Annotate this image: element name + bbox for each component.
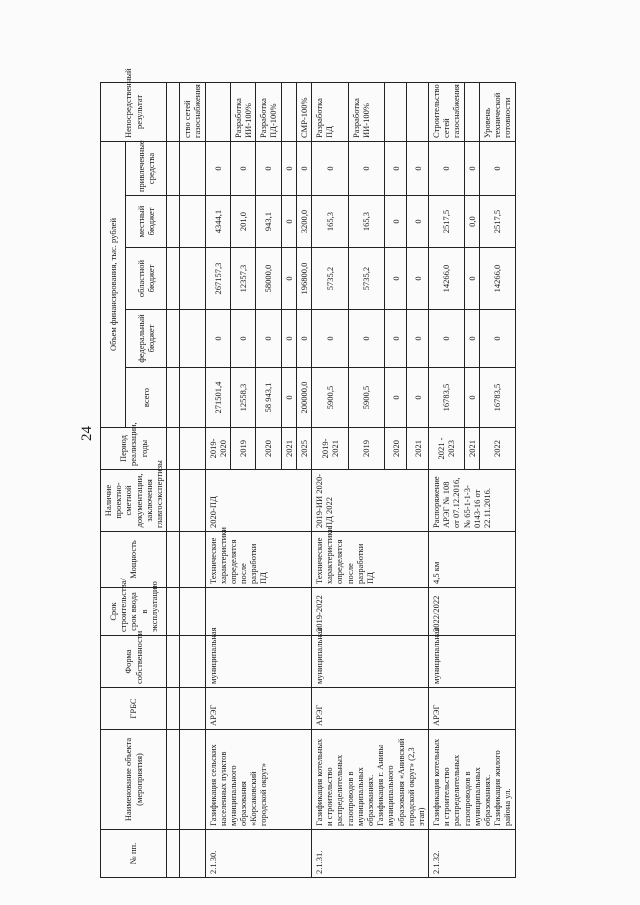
period-cell: 2020 [385, 428, 407, 470]
local-cell: 2517,5 [479, 196, 515, 248]
header-ownership: Форма собственности [101, 636, 167, 688]
header-regional: областной бюджет [125, 248, 166, 310]
header-period: Период реализации, годы [101, 428, 167, 470]
period-cell: 2021 - 2023 [429, 428, 465, 470]
federal-cell: 0 [407, 310, 429, 368]
federal-cell: 0 [429, 310, 465, 368]
total-cell: 5900,5 [348, 368, 385, 428]
period-cell: 2021 [407, 428, 429, 470]
total-cell: 16783,5 [479, 368, 515, 428]
total-cell: 0 [464, 368, 479, 428]
federal-cell: 0 [205, 310, 230, 368]
result-cell [407, 82, 429, 141]
object-number: 2.1.30. [205, 830, 312, 878]
object-capacity: Технические характеристики определятся после разработки ПД [205, 532, 312, 588]
period-cell: 2020 [256, 428, 281, 470]
federal-cell: 0 [256, 310, 281, 368]
table-row [205, 82, 230, 877]
extra-cell: 0 [429, 141, 465, 195]
regional-cell: 14266,0 [479, 248, 515, 310]
header-federal: федеральный бюджет [125, 310, 166, 368]
regional-cell: 12357,3 [230, 248, 255, 310]
table-row [167, 82, 180, 877]
result-cell [464, 82, 479, 141]
federal-cell: 0 [348, 310, 385, 368]
header-num: № пп. [101, 830, 167, 878]
table-body [167, 82, 515, 877]
table-row [180, 82, 205, 877]
total-cell: 16783,5 [429, 368, 465, 428]
object-capacity: 4,5 км [429, 532, 516, 588]
result-cell: Разработка ПД [312, 82, 349, 141]
header-capacity: Мощность [101, 532, 167, 588]
period-cell: 2019-2020 [205, 428, 230, 470]
local-cell: 201,0 [230, 196, 255, 248]
object-name: Газификация сельских населенных пунктов муниципального образования «Корсаковский городской округ» [205, 730, 312, 830]
result-cell [281, 82, 296, 141]
local-cell: 3200,0 [296, 196, 311, 248]
total-cell: 0 [407, 368, 429, 428]
object-docs: Распоряжение АРЭГ № 108 от 07.12.2016, № 65-1-1-3-0143-16 от 22.11.2016. [429, 470, 516, 532]
extra-cell: 0 [296, 141, 311, 195]
regional-cell: 0 [385, 248, 407, 310]
object-number: 2.1.31. [312, 830, 429, 878]
table-row [312, 82, 349, 877]
period-cell: 2019-2021 [312, 428, 349, 470]
extra-cell: 0 [205, 141, 230, 195]
total-cell: 58 943,1 [256, 368, 281, 428]
regional-cell: 14266,0 [429, 248, 465, 310]
object-term: 2019-2022 [312, 588, 429, 636]
extra-cell: 0 [348, 141, 385, 195]
federal-cell: 0 [281, 310, 296, 368]
result-cell [385, 82, 407, 141]
object-grbs: АРЭГ [429, 688, 516, 730]
local-cell: 0,0 [464, 196, 479, 248]
local-cell: 4344,1 [205, 196, 230, 248]
object-term: 2022/2022 [429, 588, 516, 636]
local-cell: 0 [281, 196, 296, 248]
result-cell: Разработка ИИ-100% [348, 82, 385, 141]
extra-cell: 0 [407, 141, 429, 195]
total-cell: 5900,5 [312, 368, 349, 428]
federal-cell: 0 [296, 310, 311, 368]
period-cell: 2025 [296, 428, 311, 470]
object-ownership: муниципальная [429, 636, 516, 688]
result-cell [205, 82, 230, 141]
federal-cell: 0 [479, 310, 515, 368]
object-term [205, 588, 312, 636]
local-cell: 943,1 [256, 196, 281, 248]
result-cell: Строительство сетей газоснабжения [429, 82, 465, 141]
extra-cell: 0 [479, 141, 515, 195]
result-cell: Разработка ИИ-100% [230, 82, 255, 141]
local-cell: 2517,5 [429, 196, 465, 248]
regional-cell: 58000,0 [256, 248, 281, 310]
regional-cell: 0 [407, 248, 429, 310]
total-cell: 271501,4 [205, 368, 230, 428]
regional-cell: 5735,2 [312, 248, 349, 310]
regional-cell: 0 [464, 248, 479, 310]
object-ownership: муниципальная [312, 636, 429, 688]
local-cell: 165,3 [348, 196, 385, 248]
header-local: местный бюджет [125, 196, 166, 248]
total-cell: 200000,0 [296, 368, 311, 428]
local-cell: 0 [385, 196, 407, 248]
funding-table [100, 68, 516, 878]
federal-cell: 0 [312, 310, 349, 368]
period-cell: 2019 [348, 428, 385, 470]
regional-cell: 267157,3 [205, 248, 230, 310]
extra-cell: 0 [281, 141, 296, 195]
header-total: всего [125, 368, 166, 428]
result-cell: СМР-100% [296, 82, 311, 141]
total-cell: 12558,3 [230, 368, 255, 428]
total-cell: 0 [281, 368, 296, 428]
header-grbs: ГРБС [101, 688, 167, 730]
extra-cell: 0 [230, 141, 255, 195]
page-number: 24 [79, 426, 95, 441]
total-cell: 0 [385, 368, 407, 428]
object-ownership: муниципальная [205, 636, 312, 688]
object-docs: 2020-ПД [205, 470, 312, 532]
carry-result-cell: ство сетей газоснабжения [180, 82, 205, 141]
table-row [429, 82, 465, 877]
period-cell: 2021 [464, 428, 479, 470]
object-grbs: АРЭГ [205, 688, 312, 730]
extra-cell: 0 [464, 141, 479, 195]
object-number: 2.1.32. [429, 830, 516, 878]
header-extra: привлеченные средства [125, 141, 166, 195]
object-name: Газификация котельных и строительство распределительных газопроводов в муниципальных образованиях. Газификация г. Анивы муниципального образования «Анивский городской округ» (2,3 этап) [312, 730, 429, 830]
rotated-table-page [100, 68, 550, 878]
header-name: Наименование объекта (мероприятия) [101, 730, 167, 830]
period-cell: 2019 [230, 428, 255, 470]
federal-cell: 0 [230, 310, 255, 368]
federal-cell: 0 [385, 310, 407, 368]
extra-cell: 0 [385, 141, 407, 195]
header-docs: Наличие проектно-сметной документации, заключения главгосэкспертизы [101, 470, 167, 532]
period-cell: 2021 [281, 428, 296, 470]
local-cell: 0 [407, 196, 429, 248]
regional-cell: 196800,0 [296, 248, 311, 310]
header-term: Срок строительства/срок ввода в эксплуатацию [101, 588, 167, 636]
period-cell: 2022 [479, 428, 515, 470]
object-name: Газификация котельных и строительство распределительных газопроводов в муниципальных образованиях. Газификация жилого района ул. [429, 730, 516, 830]
object-grbs: АРЭГ [312, 688, 429, 730]
result-cell: Уровень технической готовности [479, 82, 515, 141]
regional-cell: 0 [281, 248, 296, 310]
local-cell: 165,3 [312, 196, 349, 248]
extra-cell: 0 [312, 141, 349, 195]
federal-cell: 0 [464, 310, 479, 368]
object-capacity: Технические характеристики определятся после разработки ПД [312, 532, 429, 588]
extra-cell: 0 [256, 141, 281, 195]
object-docs: 2019-ИИ 2020-ПД 2022 [312, 470, 429, 532]
header-result: Непосредственный результат [101, 82, 167, 141]
regional-cell: 5735,2 [348, 248, 385, 310]
header-funding: Объем финансирования, тыс. рублей [101, 141, 126, 427]
result-cell: Разработка ПД-100% [256, 82, 281, 141]
